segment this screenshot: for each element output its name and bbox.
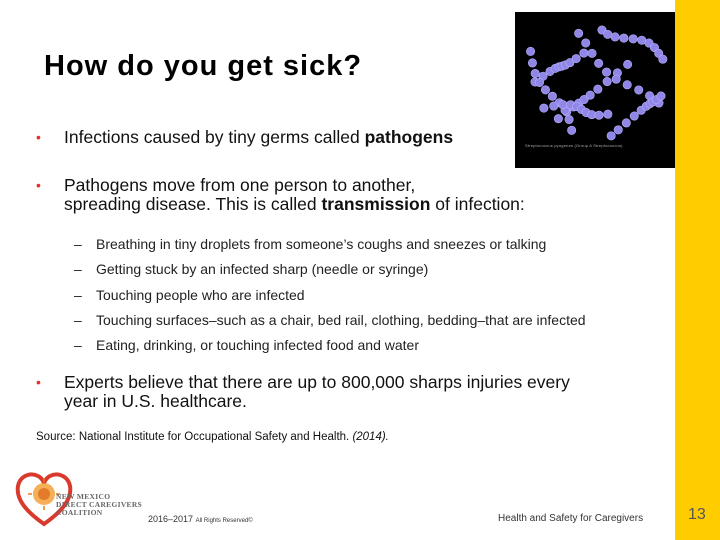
bacterium-cell: [620, 34, 628, 42]
bullet-3-text: [64, 373, 570, 411]
source-citation: [36, 431, 389, 443]
image-caption: Streptococcus pyogenes (Group A Streptococcus): [525, 143, 623, 148]
bacterium-cell: [630, 112, 638, 120]
bacterium-cell: [588, 49, 596, 57]
bacterium-cell: [611, 33, 619, 41]
bacterium-cell: [572, 54, 580, 62]
bacterium-cell: [635, 86, 643, 94]
bacterium-cell: [622, 119, 630, 127]
bacterium-cell: [528, 59, 536, 67]
bacterium-cell: [531, 69, 539, 77]
footer-rights: All Rights Reserved©: [195, 518, 253, 524]
bullet-1-text: [64, 128, 453, 147]
bullet-2-line2-after: of infection:: [430, 194, 525, 214]
bacterium-cell: [604, 110, 612, 118]
bullet-3-line1: Experts believe that there are up to 800,000 sharps injuries every: [64, 372, 570, 392]
source-year: (2014).: [352, 431, 389, 443]
bacterium-cell: [629, 35, 637, 43]
bacterium-cell: [594, 59, 602, 67]
dash-icon: –: [74, 261, 82, 277]
bacterium-cell: [586, 91, 594, 99]
bacterium-cell: [602, 68, 610, 76]
bacterium-cell: [554, 114, 562, 122]
footer-course-title: Health and Safety for Caregivers: [498, 513, 644, 524]
bullet-2-text: [64, 176, 525, 214]
bacterium-cell: [526, 47, 534, 55]
dash-icon: –: [74, 236, 82, 252]
logo-line-2: DIRECT CAREGIVERS: [56, 500, 143, 509]
logo-line-1: NEW MEXICO: [56, 492, 111, 501]
logo-text: [56, 493, 142, 517]
sub-bullet-4-text: Touching surfaces–such as a chair, bed rail, clothing, bedding–that are infected: [96, 312, 586, 328]
bullet-1-text-before: Infections caused by tiny germs called: [64, 127, 365, 147]
bacterium-cell: [580, 49, 588, 57]
yellow-sidebar: [675, 0, 720, 540]
bacterium-cell: [565, 115, 573, 123]
bacterium-cell: [567, 126, 575, 134]
sub-bullet-1-text: Breathing in tiny droplets from someone’s coughs and sneezes or talking: [96, 236, 547, 252]
bacteria-image: [515, 12, 675, 168]
bacterium-cell: [548, 92, 556, 100]
source-text: Source: National Institute for Occupational Safety and Health.: [36, 431, 353, 443]
footer-copyright: [148, 514, 253, 524]
footer-years: 2016–2017: [148, 514, 194, 524]
sub-bullet-2-text: Getting stuck by an infected sharp (needle or syringe): [96, 261, 429, 277]
bullet-icon: •: [36, 177, 41, 193]
bullet-3-line2: year in U.S. healthcare.: [64, 391, 247, 411]
bacterium-cell: [594, 85, 602, 93]
dash-icon: –: [74, 287, 82, 303]
bullet-2-line1: Pathogens move from one person to another,: [64, 175, 416, 195]
bullet-2-line2-before: spreading disease. This is called: [64, 194, 322, 214]
bacterium-cell: [603, 77, 611, 85]
bullet-1-bold: pathogens: [364, 127, 454, 147]
bacterium-cell: [574, 29, 582, 37]
slide-title: How do you get sick?: [44, 50, 363, 82]
dash-icon: –: [74, 312, 82, 328]
bacterium-cell: [623, 81, 631, 89]
bacterium-cell: [657, 92, 665, 100]
sub-bullet-3-text: Touching people who are infected: [96, 287, 305, 303]
bullet-icon: •: [36, 374, 41, 390]
dash-icon: –: [74, 337, 82, 353]
bacterium-cell: [623, 60, 631, 68]
bacterium-cell: [550, 102, 558, 110]
page-number: 13: [688, 506, 706, 523]
bacterium-cell: [541, 86, 549, 94]
logo-line-3: COALITION: [56, 508, 103, 517]
bacterium-cell: [540, 104, 548, 112]
bacterium-cell: [582, 39, 590, 47]
sub-bullet-5-text: Eating, drinking, or touching infected food and water: [96, 337, 419, 353]
bullet-icon: •: [36, 129, 41, 145]
bacterium-cell: [614, 126, 622, 134]
bacterium-cell: [535, 78, 543, 86]
bullet-2-bold: transmission: [321, 194, 431, 214]
bacterium-cell: [559, 100, 567, 108]
bacterium-cell: [607, 132, 615, 140]
bacterium-cell: [659, 55, 667, 63]
bacterium-cell: [595, 111, 603, 119]
bacterium-cell: [612, 75, 620, 83]
